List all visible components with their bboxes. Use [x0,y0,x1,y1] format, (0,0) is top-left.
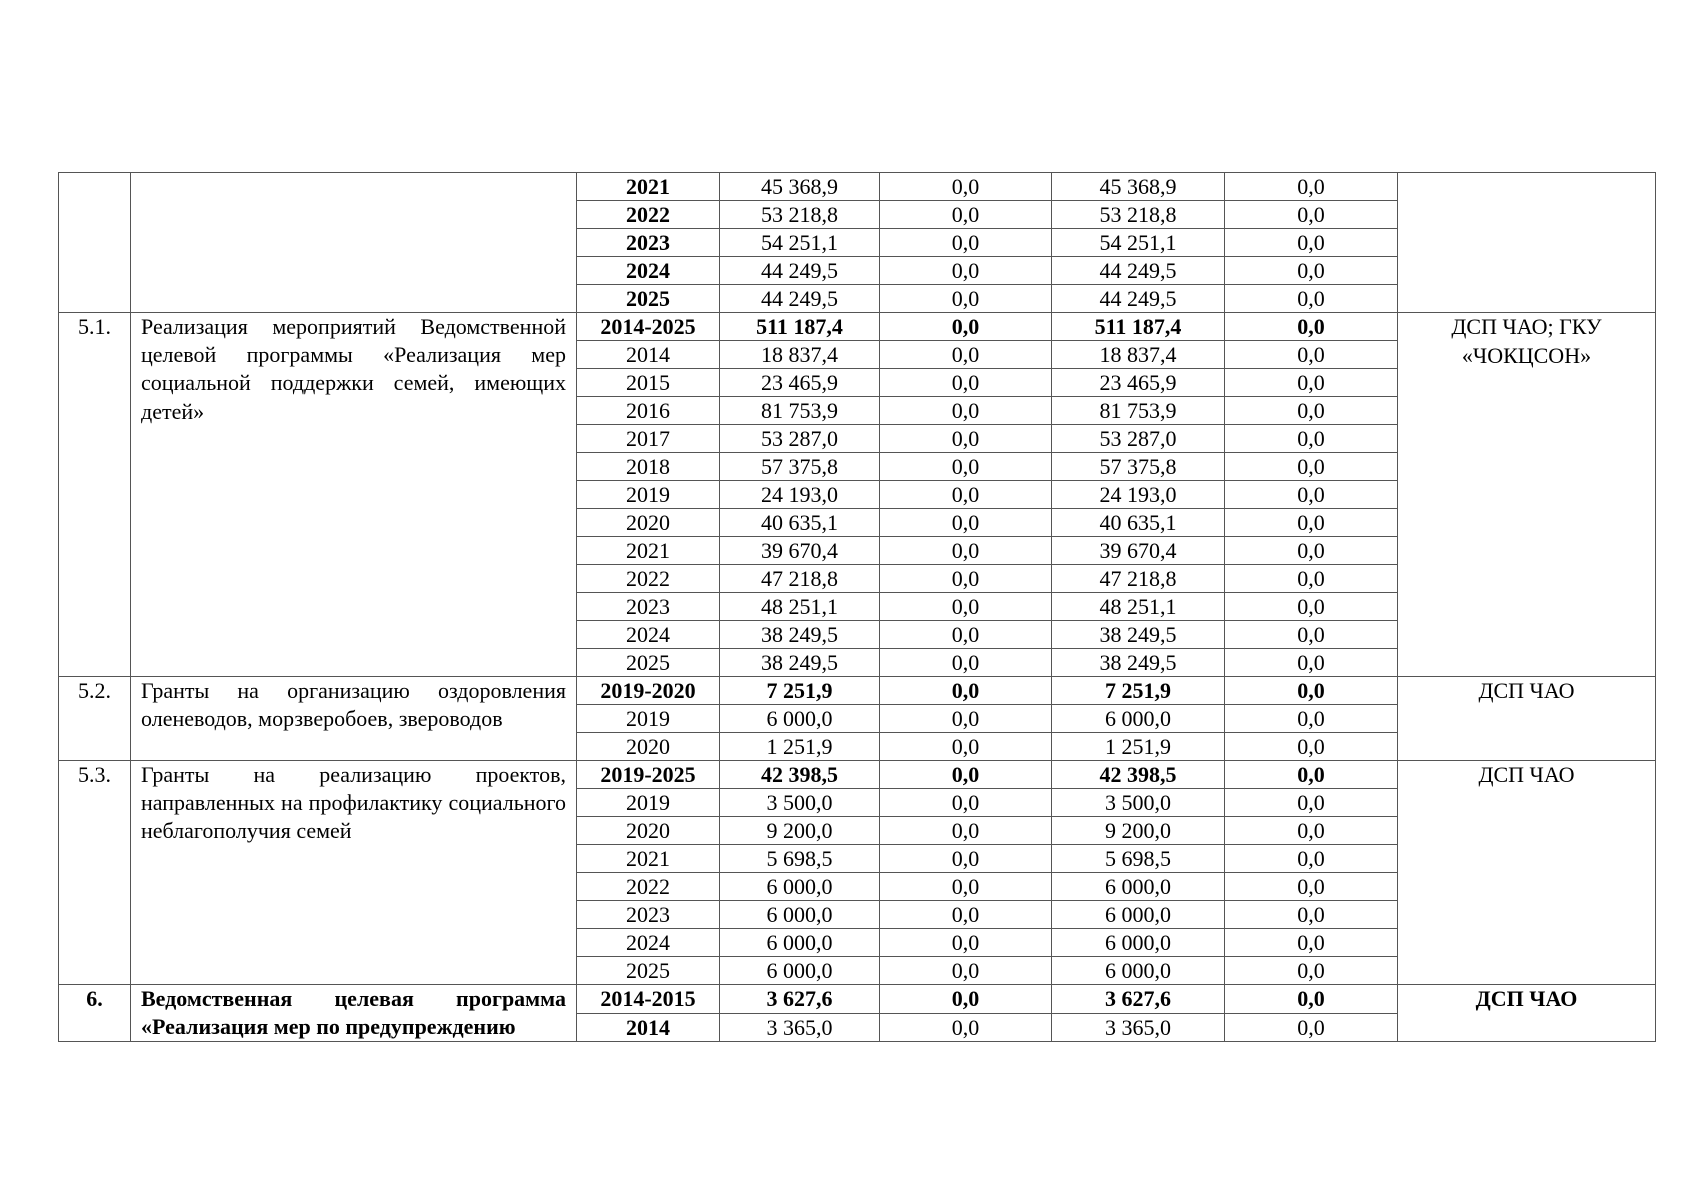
year-cell: 2015 [577,369,720,397]
regional-budget-cell: 24 193,0 [1052,481,1225,509]
budget-table-body [59,173,1656,1042]
table-row [59,173,1656,201]
federal-budget-cell: 0,0 [880,649,1052,677]
federal-budget-cell: 0,0 [880,173,1052,201]
other-sources-cell: 0,0 [1225,369,1398,397]
item-name: Ведомственная целевая программа «Реализация мер по предупреждению [131,985,577,1042]
regional-budget-cell: 3 500,0 [1052,789,1225,817]
year-cell: 2020 [577,509,720,537]
total-cell: 18 837,4 [720,341,880,369]
year-cell: 2016 [577,397,720,425]
other-sources-cell: 0,0 [1225,901,1398,929]
item-name: Реализация мероприятий Ведомственной целевой программы «Реализация мер социальной поддержки семей, имеющих детей» [131,313,577,677]
year-cell: 2019-2025 [577,761,720,789]
other-sources-cell: 0,0 [1225,481,1398,509]
regional-budget-cell: 5 698,5 [1052,845,1225,873]
federal-budget-cell: 0,0 [880,425,1052,453]
year-cell: 2020 [577,817,720,845]
other-sources-cell: 0,0 [1225,509,1398,537]
other-sources-cell: 0,0 [1225,285,1398,313]
regional-budget-cell: 6 000,0 [1052,929,1225,957]
year-cell: 2023 [577,593,720,621]
total-cell: 7 251,9 [720,677,880,705]
item-number: 5.3. [59,761,131,985]
other-sources-cell: 0,0 [1225,649,1398,677]
item-number: 5.2. [59,677,131,761]
federal-budget-cell: 0,0 [880,481,1052,509]
total-cell: 6 000,0 [720,957,880,985]
other-sources-cell: 0,0 [1225,565,1398,593]
total-cell: 3 500,0 [720,789,880,817]
other-sources-cell: 0,0 [1225,229,1398,257]
other-sources-cell: 0,0 [1225,789,1398,817]
total-cell: 81 753,9 [720,397,880,425]
total-cell: 24 193,0 [720,481,880,509]
federal-budget-cell: 0,0 [880,1013,1052,1042]
total-cell: 47 218,8 [720,565,880,593]
total-cell: 6 000,0 [720,929,880,957]
table-row [59,677,1656,705]
regional-budget-cell: 48 251,1 [1052,593,1225,621]
year-cell: 2023 [577,229,720,257]
regional-budget-cell: 40 635,1 [1052,509,1225,537]
executor-cell: ДСП ЧАО [1398,677,1656,761]
other-sources-cell: 0,0 [1225,341,1398,369]
regional-budget-cell: 81 753,9 [1052,397,1225,425]
executor-cell [1398,173,1656,313]
year-cell: 2014 [577,341,720,369]
other-sources-cell: 0,0 [1225,425,1398,453]
year-cell: 2022 [577,201,720,229]
regional-budget-cell: 18 837,4 [1052,341,1225,369]
total-cell: 53 287,0 [720,425,880,453]
table-row [59,313,1656,341]
regional-budget-cell: 53 287,0 [1052,425,1225,453]
regional-budget-cell: 54 251,1 [1052,229,1225,257]
federal-budget-cell: 0,0 [880,201,1052,229]
year-cell: 2022 [577,565,720,593]
year-cell: 2018 [577,453,720,481]
total-cell: 6 000,0 [720,901,880,929]
year-cell: 2014-2025 [577,313,720,341]
regional-budget-cell: 6 000,0 [1052,957,1225,985]
regional-budget-cell: 23 465,9 [1052,369,1225,397]
other-sources-cell: 0,0 [1225,537,1398,565]
federal-budget-cell: 0,0 [880,257,1052,285]
total-cell: 38 249,5 [720,649,880,677]
regional-budget-cell: 6 000,0 [1052,705,1225,733]
item-name [131,173,577,313]
total-cell: 1 251,9 [720,733,880,761]
year-cell: 2024 [577,929,720,957]
regional-budget-cell: 3 627,6 [1052,985,1225,1014]
executor-cell: ДСП ЧАО [1398,985,1656,1042]
federal-budget-cell: 0,0 [880,537,1052,565]
total-cell: 44 249,5 [720,285,880,313]
total-cell: 23 465,9 [720,369,880,397]
budget-table [58,172,1656,1042]
year-cell: 2024 [577,621,720,649]
federal-budget-cell: 0,0 [880,313,1052,341]
federal-budget-cell: 0,0 [880,677,1052,705]
year-cell: 2021 [577,537,720,565]
table-row [59,985,1656,1014]
total-cell: 40 635,1 [720,509,880,537]
federal-budget-cell: 0,0 [880,901,1052,929]
regional-budget-cell: 511 187,4 [1052,313,1225,341]
other-sources-cell: 0,0 [1225,313,1398,341]
other-sources-cell: 0,0 [1225,1013,1398,1042]
total-cell: 9 200,0 [720,817,880,845]
year-cell: 2021 [577,845,720,873]
year-cell: 2019 [577,705,720,733]
federal-budget-cell: 0,0 [880,369,1052,397]
other-sources-cell: 0,0 [1225,761,1398,789]
federal-budget-cell: 0,0 [880,453,1052,481]
year-cell: 2023 [577,901,720,929]
federal-budget-cell: 0,0 [880,593,1052,621]
federal-budget-cell: 0,0 [880,705,1052,733]
total-cell: 3 365,0 [720,1013,880,1042]
total-cell: 53 218,8 [720,201,880,229]
federal-budget-cell: 0,0 [880,845,1052,873]
federal-budget-cell: 0,0 [880,341,1052,369]
regional-budget-cell: 44 249,5 [1052,257,1225,285]
year-cell: 2025 [577,957,720,985]
year-cell: 2025 [577,649,720,677]
regional-budget-cell: 44 249,5 [1052,285,1225,313]
year-cell: 2019 [577,481,720,509]
federal-budget-cell: 0,0 [880,761,1052,789]
other-sources-cell: 0,0 [1225,817,1398,845]
item-number: 5.1. [59,313,131,677]
total-cell: 45 368,9 [720,173,880,201]
item-number: 6. [59,985,131,1042]
total-cell: 54 251,1 [720,229,880,257]
year-cell: 2022 [577,873,720,901]
regional-budget-cell: 42 398,5 [1052,761,1225,789]
other-sources-cell: 0,0 [1225,621,1398,649]
regional-budget-cell: 9 200,0 [1052,817,1225,845]
federal-budget-cell: 0,0 [880,733,1052,761]
item-name: Гранты на реализацию проектов, направленных на профилактику социального неблагополучия семей [131,761,577,985]
regional-budget-cell: 6 000,0 [1052,901,1225,929]
total-cell: 6 000,0 [720,705,880,733]
total-cell: 39 670,4 [720,537,880,565]
year-cell: 2017 [577,425,720,453]
total-cell: 44 249,5 [720,257,880,285]
other-sources-cell: 0,0 [1225,985,1398,1014]
year-cell: 2020 [577,733,720,761]
item-name: Гранты на организацию оздоровления оленеводов, морзверобоев, звероводов [131,677,577,761]
other-sources-cell: 0,0 [1225,397,1398,425]
item-number [59,173,131,313]
regional-budget-cell: 6 000,0 [1052,873,1225,901]
other-sources-cell: 0,0 [1225,173,1398,201]
other-sources-cell: 0,0 [1225,593,1398,621]
federal-budget-cell: 0,0 [880,817,1052,845]
federal-budget-cell: 0,0 [880,873,1052,901]
regional-budget-cell: 7 251,9 [1052,677,1225,705]
regional-budget-cell: 38 249,5 [1052,621,1225,649]
federal-budget-cell: 0,0 [880,509,1052,537]
other-sources-cell: 0,0 [1225,453,1398,481]
total-cell: 48 251,1 [720,593,880,621]
total-cell: 5 698,5 [720,845,880,873]
year-cell: 2025 [577,285,720,313]
other-sources-cell: 0,0 [1225,957,1398,985]
other-sources-cell: 0,0 [1225,257,1398,285]
federal-budget-cell: 0,0 [880,565,1052,593]
total-cell: 42 398,5 [720,761,880,789]
federal-budget-cell: 0,0 [880,789,1052,817]
regional-budget-cell: 3 365,0 [1052,1013,1225,1042]
federal-budget-cell: 0,0 [880,929,1052,957]
year-cell: 2014 [577,1013,720,1042]
regional-budget-cell: 47 218,8 [1052,565,1225,593]
other-sources-cell: 0,0 [1225,873,1398,901]
federal-budget-cell: 0,0 [880,229,1052,257]
year-cell: 2019-2020 [577,677,720,705]
regional-budget-cell: 53 218,8 [1052,201,1225,229]
regional-budget-cell: 45 368,9 [1052,173,1225,201]
other-sources-cell: 0,0 [1225,845,1398,873]
year-cell: 2024 [577,257,720,285]
total-cell: 3 627,6 [720,985,880,1014]
regional-budget-cell: 57 375,8 [1052,453,1225,481]
federal-budget-cell: 0,0 [880,397,1052,425]
federal-budget-cell: 0,0 [880,957,1052,985]
regional-budget-cell: 38 249,5 [1052,649,1225,677]
federal-budget-cell: 0,0 [880,285,1052,313]
total-cell: 511 187,4 [720,313,880,341]
other-sources-cell: 0,0 [1225,705,1398,733]
federal-budget-cell: 0,0 [880,621,1052,649]
total-cell: 6 000,0 [720,873,880,901]
other-sources-cell: 0,0 [1225,677,1398,705]
other-sources-cell: 0,0 [1225,201,1398,229]
total-cell: 57 375,8 [720,453,880,481]
total-cell: 38 249,5 [720,621,880,649]
table-row [59,761,1656,789]
federal-budget-cell: 0,0 [880,985,1052,1014]
executor-cell: ДСП ЧАО [1398,761,1656,985]
year-cell: 2021 [577,173,720,201]
year-cell: 2019 [577,789,720,817]
regional-budget-cell: 1 251,9 [1052,733,1225,761]
other-sources-cell: 0,0 [1225,929,1398,957]
executor-cell: ДСП ЧАО; ГКУ «ЧОКЦСОН» [1398,313,1656,677]
regional-budget-cell: 39 670,4 [1052,537,1225,565]
other-sources-cell: 0,0 [1225,733,1398,761]
year-cell: 2014-2015 [577,985,720,1014]
